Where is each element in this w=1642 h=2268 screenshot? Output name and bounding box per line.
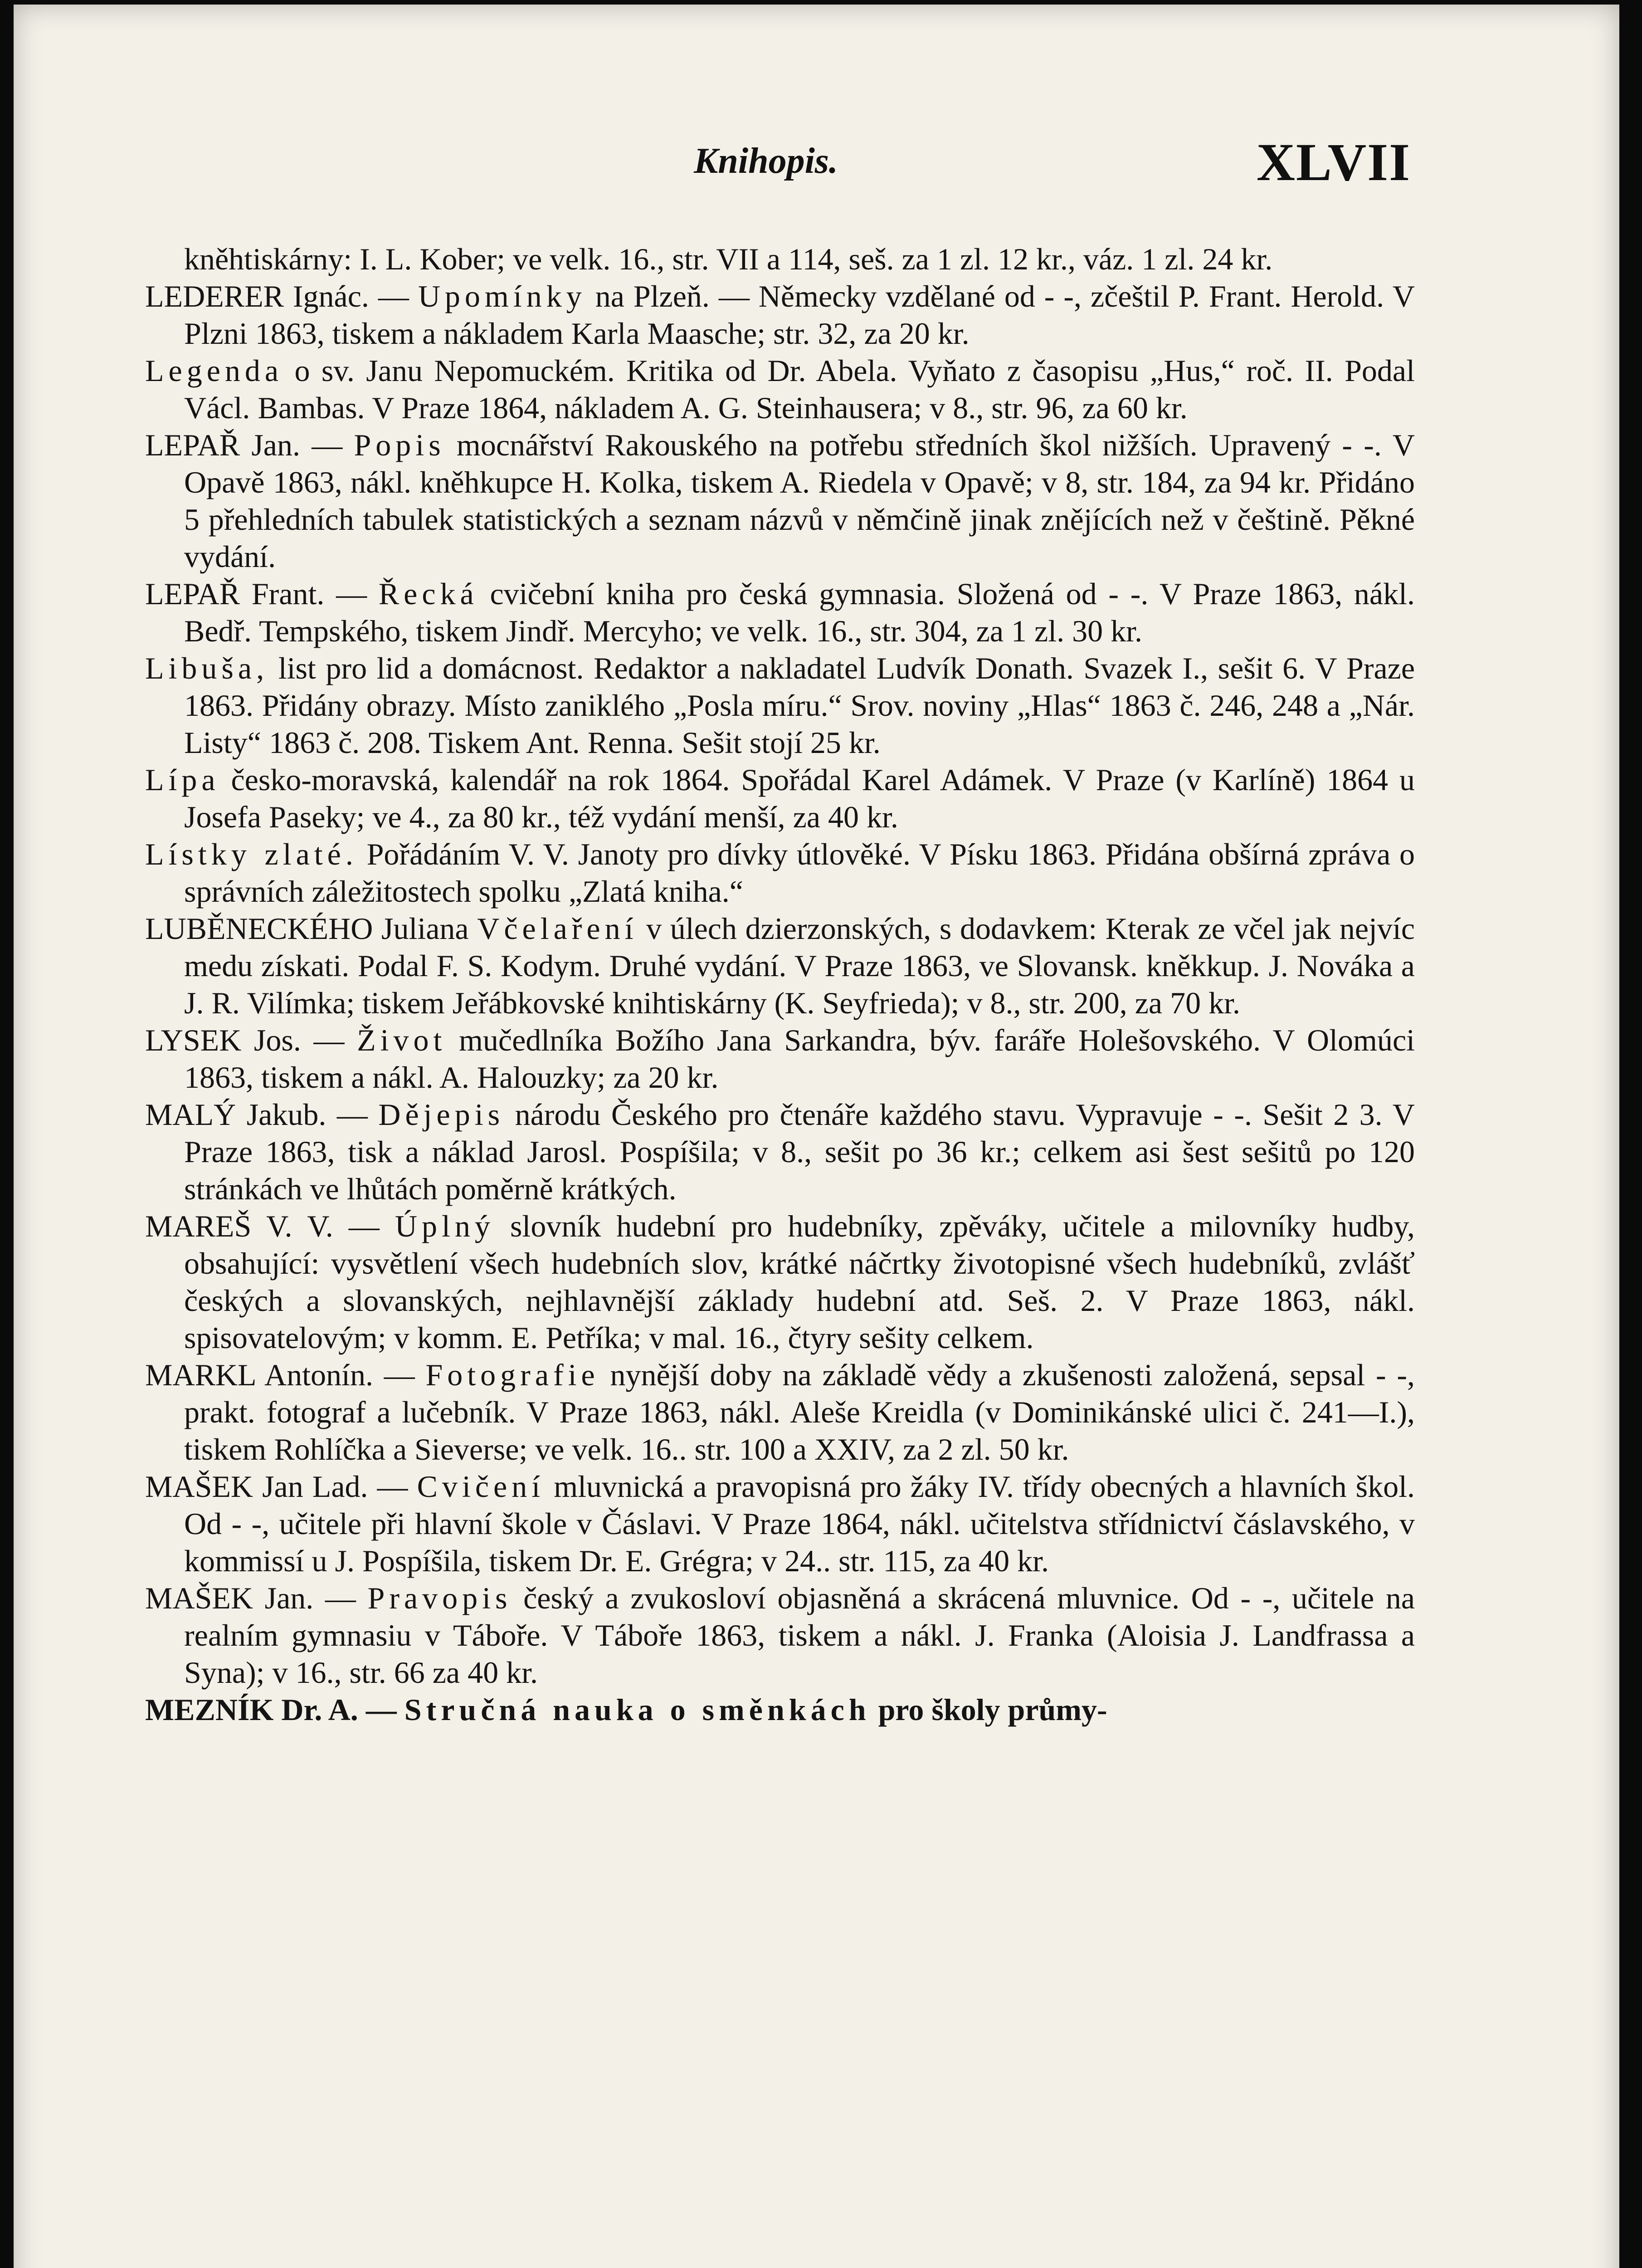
entry-title: Fotografie — [425, 1358, 599, 1392]
entry-details: list pro lid a domácnost. Redaktor a nakladatel Ludvík Donath. Svazek I., sešit 6. V Praze 1863. Přidány obrazy. Místo zaniklého „Posla míru.“ Srov. noviny „Hlas“ 1863 č. 246, 248 a „Nár. Listy“ 1863 č. 208. Tiskem Ant. Renna. Sešit stojí 25 kr. — [184, 651, 1415, 760]
entry-title: Stručná nauka o směnkách — [404, 1692, 871, 1727]
entry-details: slovník hudební pro hudebníky, zpěváky, učitele a milovníky hudby, obsahující: vysvětlení všech hudebních slov, krátké náčrtky životopisné všech hudebníků, zvlášť českých a slovanských, nejhlavnější základy hudební atd. Seš. 2. V Praze 1863, nákl. spisovatelovým; v komm. E. Petříka; v mal. 16., čtyry sešity celkem. — [184, 1209, 1415, 1355]
page-header — [14, 127, 1619, 200]
entry-author: MARKL Antonín. — — [145, 1358, 415, 1392]
entry-details: mučedlníka Božího Jana Sarkandra, býv. faráře Holešovského. V Olomúci 1863, tiskem a nákl. A. Halouzky; za 20 kr. — [184, 1023, 1415, 1095]
entry-author: LYSEK Jos. — — [145, 1023, 345, 1057]
bibliography-entry — [145, 240, 1415, 278]
entry-details: mluvnická a pravopisná pro žáky IV. třídy obecných a hlavních škol. Od - -, učitele při hlavní škole v Čáslavi. V Praze 1864, nákl. učitelstva střídnictví čáslavského, v kommissí u J. Pospíšila, tiskem Dr. E. Grégra; v 24.. str. 115, za 40 kr. — [184, 1469, 1415, 1578]
entry-author: MAREŠ V. V. — — [145, 1209, 380, 1243]
bibliography-entry — [145, 426, 1415, 575]
entry-details: Pořádáním V. V. Janoty pro dívky útlověké. V Písku 1863. Přidána obšírná zpráva o správních záležitostech spolku „Zlatá kniha.“ — [184, 837, 1415, 909]
entry-details: o sv. Janu Nepomuckém. Kritika od Dr. Abela. Vyňato z časopisu „Hus,“ roč. II. Podal Václ. Bambas. V Praze 1864, nákladem A. G. Steinhausera; v 8., str. 96, za 60 kr. — [184, 353, 1415, 425]
bibliography-entry — [145, 1096, 1415, 1207]
entry-title: Řecká — [378, 577, 478, 611]
entry-details: kněhtiskárny: I. L. Kober; ve velk. 16., str. VII a 114, seš. za 1 zl. 12 kr., váz. 1 zl. 24 kr. — [184, 242, 1273, 276]
bibliography-entry — [145, 352, 1415, 426]
bibliography-entry — [145, 1356, 1415, 1468]
bibliography-entry — [145, 1691, 1415, 1728]
bibliography-entry — [145, 1468, 1415, 1579]
bibliography-entry — [145, 1579, 1415, 1691]
bibliography-entries — [145, 240, 1415, 1728]
entry-author: LEPAŘ Jan. — — [145, 428, 343, 462]
entry-title: Lístky zlaté. — [145, 837, 358, 871]
entry-author: MEZNÍK Dr. A. — — [145, 1692, 397, 1727]
entry-details: český a zvukosloví objasněná a skrácená mluvnice. Od - -, učitele na realním gymnasiu v Táboře. V Táboře 1863, tiskem a nákl. J. Franka (Aloisia J. Landfrassa a Syna); v 16., str. 66 za 40 kr. — [184, 1581, 1415, 1690]
page-number: XLVII — [1256, 132, 1411, 192]
entry-title: Libuša, — [145, 651, 269, 685]
entry-title: Dějepis — [378, 1097, 505, 1132]
entry-details: nynější doby na základě vědy a zkušenosti založená, sepsal - -, prakt. fotograf a lučebník. V Praze 1863, nákl. Aleše Kreidla (v Dominikánské ulici č. 241—I.), tiskem Rohlíčka a Sieverse; ve velk. 16.. str. 100 a XXIV, za 2 zl. 50 kr. — [184, 1358, 1415, 1466]
bibliography-entry — [145, 910, 1415, 1022]
entry-details: cvičební kniha pro česká gymnasia. Složená od - -. V Praze 1863, nákl. Bedř. Tempského, tiskem Jindř. Mercyho; ve velk. 16., str. 304, za 1 zl. 30 kr. — [184, 577, 1415, 648]
entry-details: národu Českého pro čtenáře každého stavu. Vypravuje - -. Sešit 2 3. V Praze 1863, tisk a náklad Jarosl. Pospíšila; v 8., sešit po 36 kr.; celkem asi šest sešitů po 120 stránkách ve lhůtách poměrně krátkých. — [184, 1097, 1415, 1206]
entry-details: pro školy průmy- — [878, 1692, 1107, 1727]
entry-title: Úplný — [395, 1209, 495, 1243]
entry-author: LUBĚNECKÉHO Juliana — [145, 911, 469, 946]
bibliography-entry — [145, 1022, 1415, 1096]
entry-title: Upomínky — [418, 279, 586, 313]
entry-details: v úlech dzierzonských, s dodavkem: Kterak ze včel jak nejvíc medu získati. Podal F. S. Kodym. Druhé vydání. V Praze 1863, ve Slovansk. kněkkup. J. Nováka a J. R. Vilímka; tiskem Jeřábkovské knihtiskárny (K. Seyfrieda); v 8., str. 200, za 70 kr. — [184, 911, 1415, 1020]
entry-title: Včelaření — [477, 911, 638, 946]
entry-author: LEPAŘ Frant. — — [145, 577, 367, 611]
entry-title: Popis — [354, 428, 445, 462]
entry-details: na Plzeň. — Německy vzdělané od - -, zčeštil P. Frant. Herold. V Plzni 1863, tiskem a nákladem Karla Maasche; str. 32, za 20 kr. — [184, 279, 1415, 351]
entry-details: mocnářství Rakouského na potřebu středních škol nižších. Upravený - -. V Opavě 1863, nákl. kněhkupce H. Kolka, tiskem A. Riedela v Opavě; v 8, str. 184, za 94 kr. Přidáno 5 přehledních tabulek statistických a seznam názvů v němčině jinak znějících než v češtině. Pěkné vydání. — [184, 428, 1415, 574]
bibliography-entry — [145, 1207, 1415, 1356]
entry-author: LEDERER Ignác. — — [145, 279, 409, 313]
entry-title: Cvičení — [417, 1469, 545, 1504]
bibliography-entry — [145, 761, 1415, 836]
bibliography-entry — [145, 278, 1415, 352]
book-page — [14, 5, 1619, 2268]
bibliography-entry — [145, 650, 1415, 761]
bibliography-entry — [145, 575, 1415, 650]
entry-title: Lípa — [145, 763, 220, 797]
entry-details: česko-moravská, kalendář na rok 1864. Spořádal Karel Adámek. V Praze (v Karlíně) 1864 u Josefa Paseky; ve 4., za 80 kr., též vydání menší, za 40 kr. — [184, 763, 1415, 834]
bibliography-entry — [145, 836, 1415, 910]
entry-title: Život — [357, 1023, 447, 1057]
entry-author: MAŠEK Jan Lad. — — [145, 1469, 408, 1504]
entry-author: MALÝ Jakub. — — [145, 1097, 368, 1132]
running-title: Knihopis. — [694, 141, 838, 181]
entry-title: Legenda — [145, 353, 283, 388]
entry-author: MAŠEK Jan. — — [145, 1581, 356, 1615]
entry-title: Pravopis — [367, 1581, 512, 1615]
